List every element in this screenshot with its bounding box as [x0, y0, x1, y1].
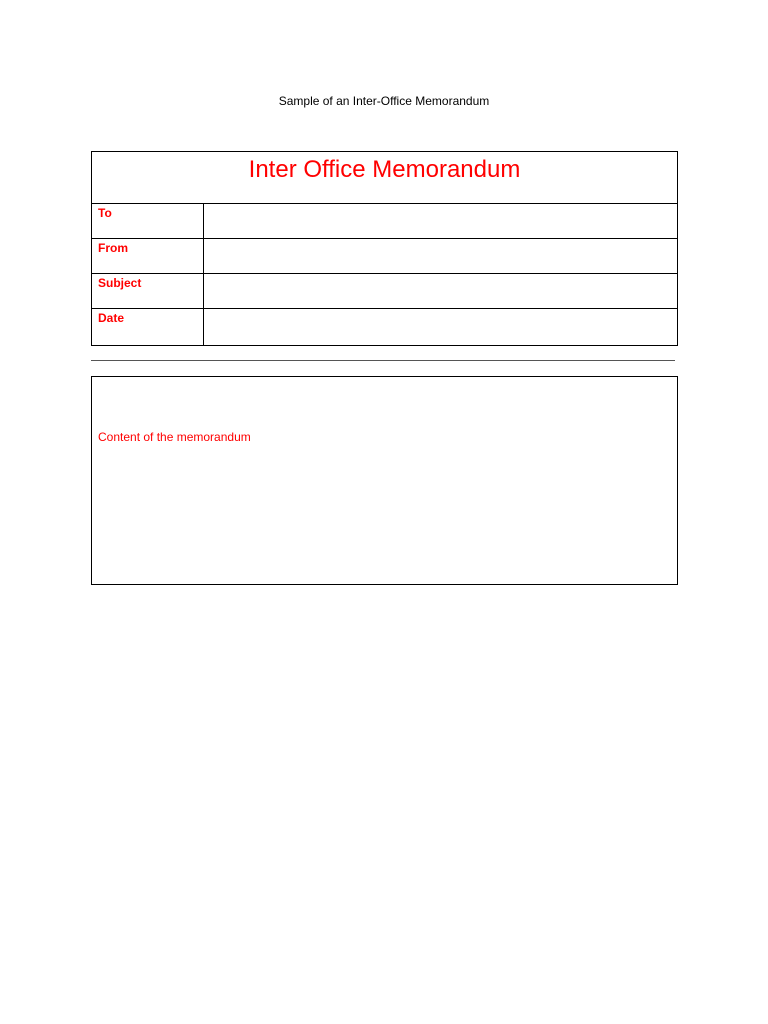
memo-header-table — [91, 151, 678, 346]
memo-field-subject[interactable] — [204, 274, 677, 308]
page-caption: Sample of an Inter-Office Memorandum — [278, 94, 490, 108]
memo-row-from — [92, 239, 677, 274]
memo-label-subject: Subject — [92, 274, 204, 308]
memo-row-date — [92, 309, 677, 345]
memo-title: Inter Office Memorandum — [92, 152, 677, 204]
memo-field-from[interactable] — [204, 239, 677, 273]
memo-content-box[interactable] — [91, 376, 678, 585]
memo-row-to — [92, 204, 677, 239]
memo-label-to: To — [92, 204, 204, 238]
memo-field-to[interactable] — [204, 204, 677, 238]
memo-field-date[interactable] — [204, 309, 677, 345]
memo-label-from: From — [92, 239, 204, 273]
memo-row-subject — [92, 274, 677, 309]
separator-line — [91, 360, 675, 361]
memo-label-date: Date — [92, 309, 204, 345]
memo-content-text: Content of the memorandum — [98, 430, 251, 444]
